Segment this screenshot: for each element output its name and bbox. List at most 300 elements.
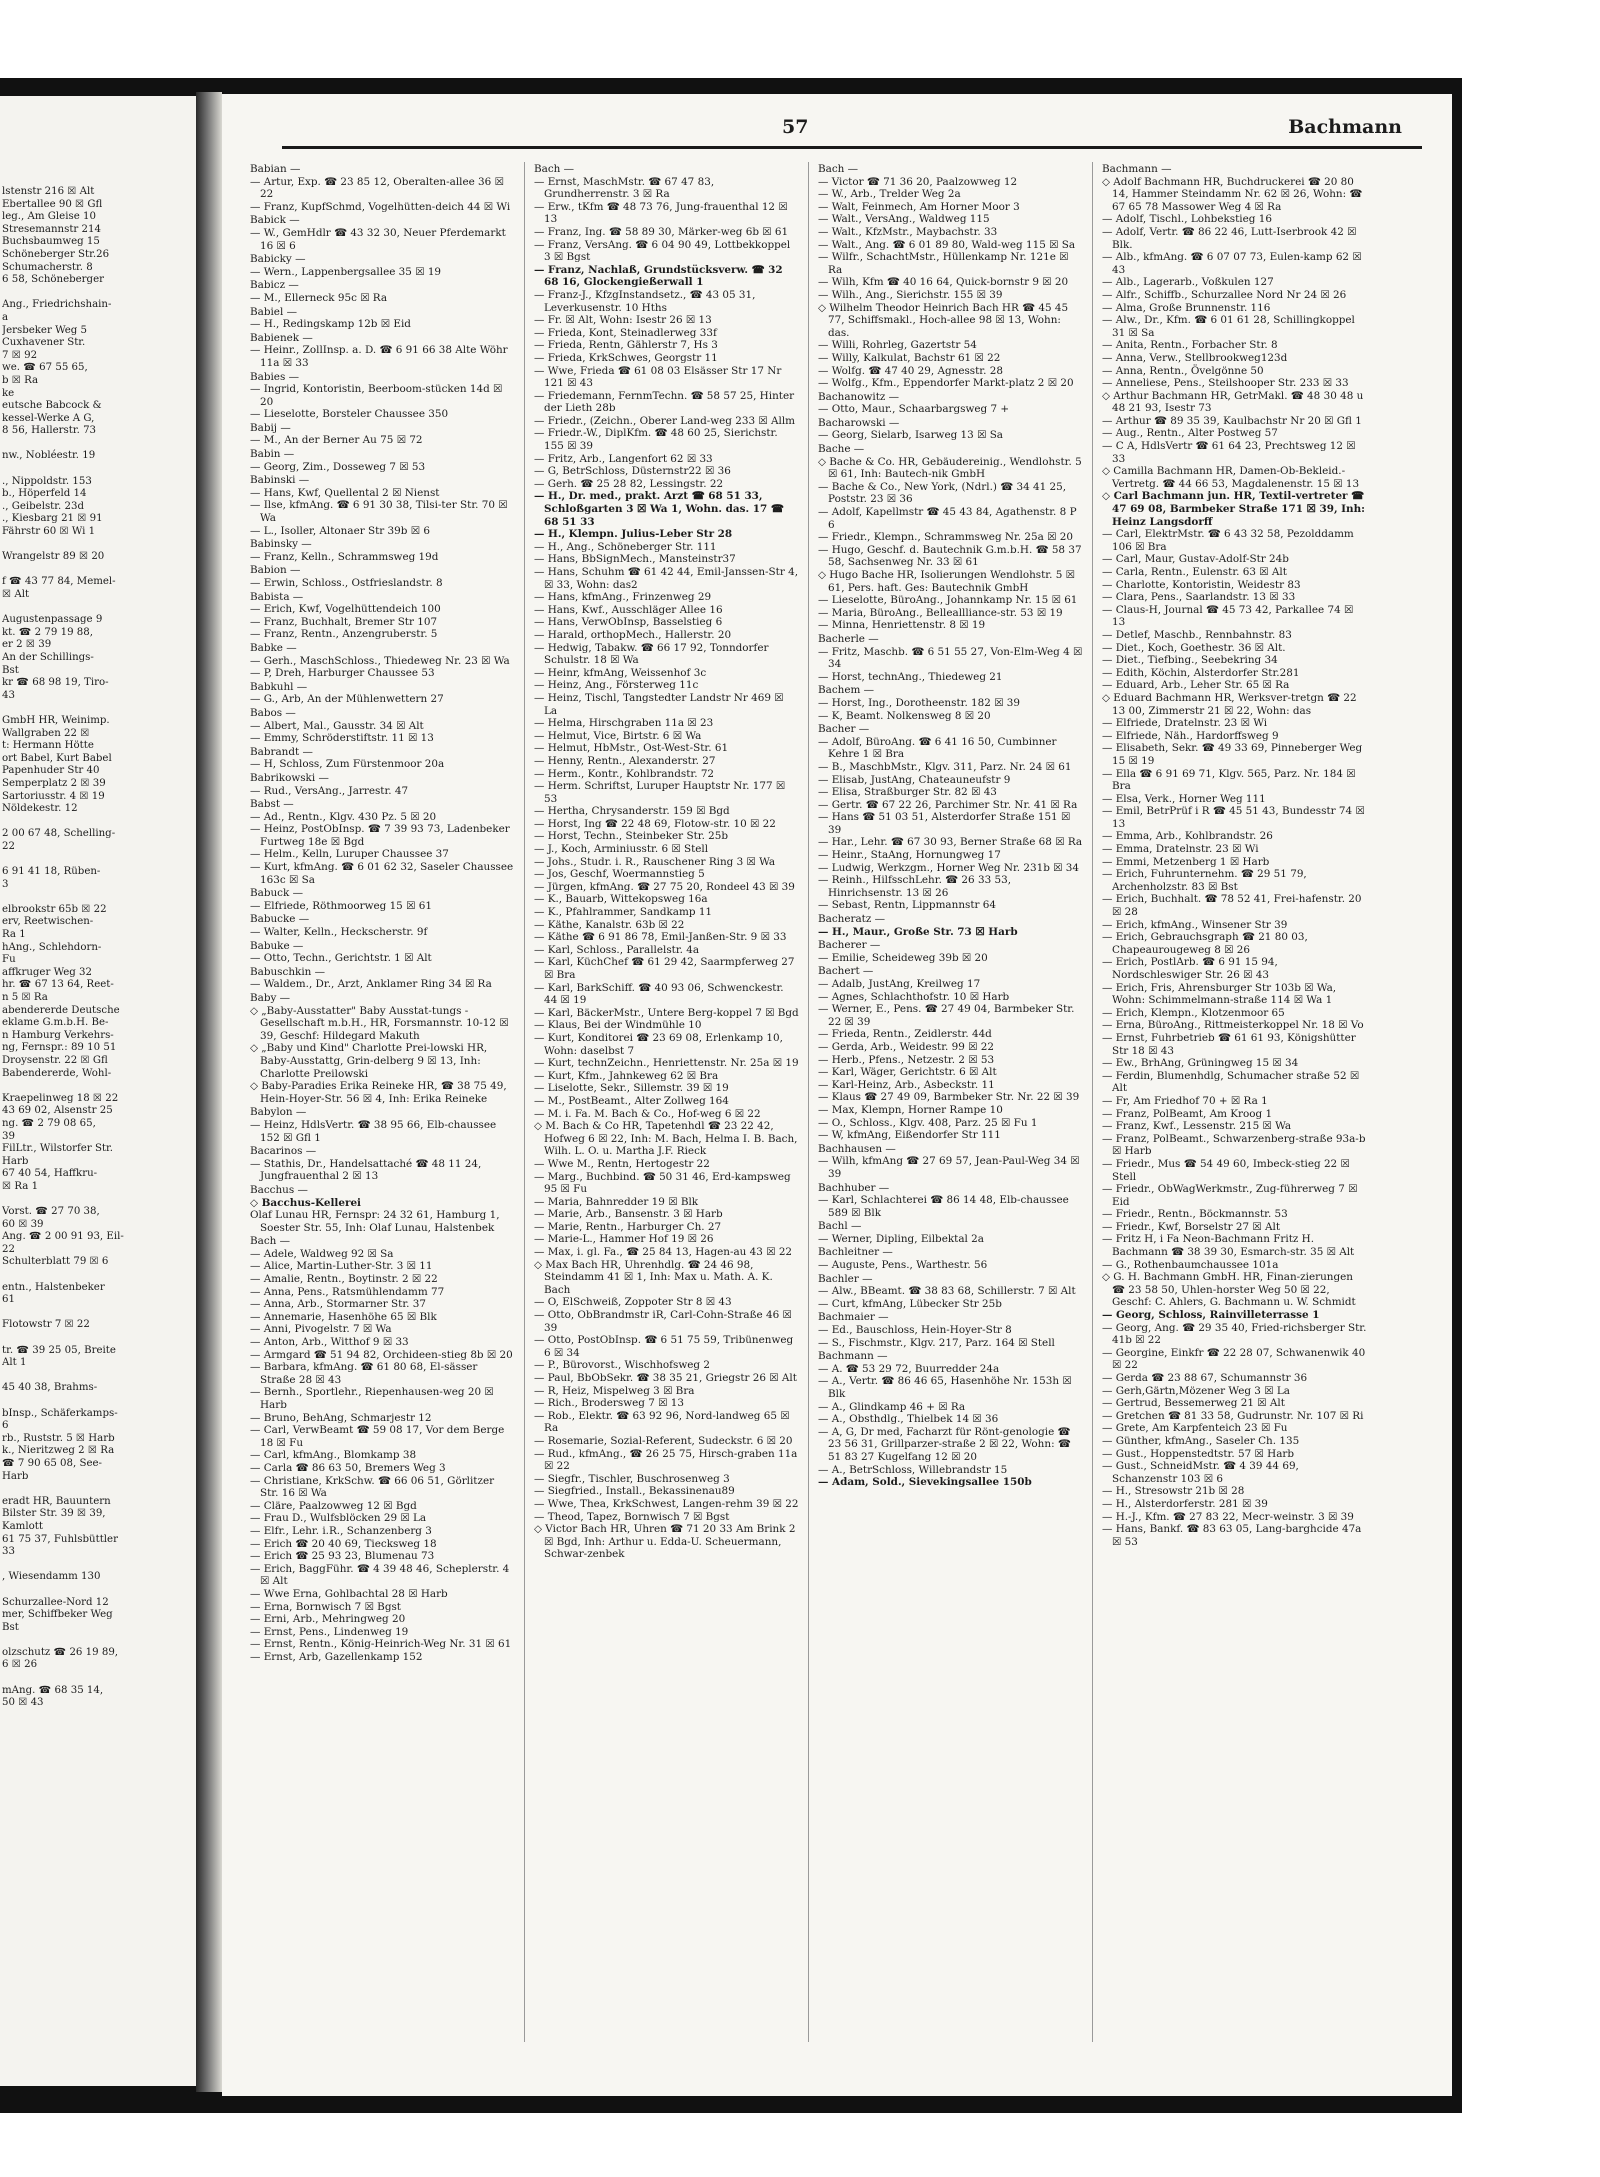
surname-heading: Babicz — bbox=[250, 279, 299, 292]
directory-entry: — Horst, technAng., Thiedeweg 21 bbox=[818, 670, 1003, 683]
surname-heading: Babinski — bbox=[250, 474, 310, 487]
directory-entry: — Otto, Maur., Schaarbargsweg 7 + bbox=[818, 403, 1010, 416]
directory-entry: — H., Klempn. Julius-Leber Str 28 bbox=[534, 528, 733, 541]
directory-entry: — Emmy, Schröderstiftstr. 11 ☒ 13 bbox=[250, 732, 434, 745]
left-fragment-line bbox=[2, 1483, 192, 1496]
left-fragment-line: 3 bbox=[2, 878, 9, 890]
directory-entry: — Ernst, Rentn., König-Heinrich-Weg Nr. 31 ☒ 61 bbox=[250, 1638, 512, 1651]
surname-heading: Bachhuber — bbox=[818, 1181, 890, 1194]
directory-entry: — Harald, orthopMech., Hallerstr. 20 bbox=[534, 628, 732, 641]
directory-entry: — Auguste, Pens., Warthestr. 56 bbox=[818, 1259, 988, 1272]
directory-entry: — Otto, PostObInsp. ☎ 6 51 75 59, Tribünenweg 6 ☒ 34 bbox=[534, 1334, 794, 1359]
directory-entry: — Erich, Buchhalt. ☎ 78 52 41, Frei-hafenstr. 20 ☒ 28 bbox=[1102, 893, 1362, 919]
directory-entry: — Erich, PostlArb. ☎ 6 91 15 94, Nordschleswiger Str. 26 ☒ 43 bbox=[1102, 956, 1278, 981]
directory-entry: — Marie-L., Hammer Hof 19 ☒ 26 bbox=[534, 1233, 714, 1246]
left-fragment-line bbox=[2, 816, 192, 829]
left-fragment-line: Cuxhavener Str. bbox=[2, 337, 86, 349]
left-fragment-line: hAng., Schlehdorn- bbox=[2, 941, 102, 953]
directory-entry: — H., Redingskamp 12b ☒ Eid bbox=[250, 318, 411, 331]
directory-entry: — A., Glindkamp 46 + ☒ Ra bbox=[818, 1400, 966, 1413]
left-fragment-line: Bst bbox=[2, 664, 19, 676]
directory-entry: — O., Schloss., Klgv. 408, Parz. 25 ☒ Fu 1 bbox=[818, 1116, 1038, 1129]
left-fragment-line: 39 bbox=[2, 1130, 15, 1142]
left-fragment-line: ☎ 7 90 65 08, See- bbox=[2, 1457, 102, 1469]
directory-entry: — Erw., tKfm ☎ 48 73 76, Jung-frauenthal 12 ☒ 13 bbox=[534, 200, 788, 226]
left-fragment-line: 6 ☒ 26 bbox=[2, 1659, 38, 1671]
directory-entry: — Fr, Am Friedhof 70 + ☒ Ra 1 bbox=[1102, 1094, 1268, 1107]
left-fragment-line: Ebertallee 90 ☒ Gfl bbox=[2, 198, 103, 210]
directory-entry: — Friedemann, FernmTechn. ☎ 58 57 25, Hinter der Lieth 28b bbox=[534, 389, 795, 415]
directory-entry: — W., GemHdlr ☎ 43 32 30, Neuer Pferdemarkt 16 ☒ 6 bbox=[250, 226, 506, 252]
surname-heading: Babinsky — bbox=[250, 538, 312, 551]
directory-column-4 bbox=[1102, 162, 1367, 2062]
directory-entry: — Karl, BarkSchiff. ☎ 40 93 06, Schwenckestr. 44 ☒ 19 bbox=[534, 981, 784, 1007]
directory-entry: — Erich, Gebrauchsgraph ☎ 21 80 03, Chapeaurougeweg 8 ☒ 26 bbox=[1102, 931, 1308, 956]
left-fragment-line: elbrookstr 65b ☒ 22 bbox=[2, 903, 107, 915]
directory-entry: — S., Fischmstr., Klgv. 217, Parz. 164 ☒ Stell bbox=[818, 1336, 1055, 1349]
surname-heading: Babylon — bbox=[250, 1106, 307, 1119]
directory-entry: — Siegfr., Tischler, Buschrosenweg 3 bbox=[534, 1472, 730, 1485]
directory-entry: — Henny, Rentn., Alexanderstr. 27 bbox=[534, 754, 716, 767]
directory-entry: — Georg, Ang. ☎ 29 35 40, Fried-richsberger Str. 41b ☒ 22 bbox=[1102, 1321, 1367, 1347]
directory-entry: — Anna, Pens., Ratsmühlendamm 77 bbox=[250, 1285, 445, 1298]
directory-entry: — Elfriede, Näh., Hardorffsweg 9 bbox=[1102, 729, 1279, 742]
directory-entry: — Adolf, Tischl., Lohbekstieg 16 bbox=[1102, 213, 1272, 226]
directory-entry: — Clara, Pens., Saarlandstr. 13 ☒ 33 bbox=[1102, 591, 1296, 604]
surname-heading: Babuschkin — bbox=[250, 965, 326, 978]
directory-entry: — K., Pfahlrammer, Sandkamp 11 bbox=[534, 906, 713, 919]
surname-heading: Babkuhl — bbox=[250, 680, 308, 693]
left-fragment-line: 6 91 41 18, Rüben- bbox=[2, 866, 101, 878]
firm-entry: ◇ Camilla Bachmann HR, Damen-Ob-Bekleid.-Vertretg. ☎ 44 66 53, Magdalenenstr. 15 ☒ 13 bbox=[1102, 465, 1360, 490]
directory-entry: — Günther, kfmAng., Saseler Ch. 135 bbox=[1102, 1434, 1300, 1447]
directory-entry: — Reinh., HilfsschLehr. ☎ 26 33 53, Hinrichsenstr. 13 ☒ 26 bbox=[818, 874, 1012, 899]
left-fragment-line: 2 00 67 48, Schelling- bbox=[2, 828, 116, 840]
left-fragment-line: Semperplatz 2 ☒ 39 bbox=[2, 777, 106, 789]
directory-entry: — Heinz, Tischl, Tangstedter Landstr Nr 469 ☒ La bbox=[534, 691, 784, 717]
surname-heading: Bach — bbox=[818, 163, 859, 175]
left-fragment-line: lstenstr 216 ☒ Alt bbox=[2, 186, 95, 197]
surname-heading: Bache — bbox=[818, 443, 865, 456]
directory-entry: — Adam, Sold., Sievekingsallee 150b bbox=[818, 1476, 1032, 1489]
directory-entry: — Marie, Rentn., Harburger Ch. 27 bbox=[534, 1220, 722, 1233]
directory-entry: — Hans, Schuhm ☎ 61 42 44, Emil-Janssen-Str 4, ☒ 33, Wohn: das2 bbox=[534, 566, 799, 591]
directory-entry: — Erna, BüroAng., Rittmeisterkoppel Nr. 18 ☒ Vo bbox=[1102, 1019, 1364, 1032]
directory-entry: — Franz-J., KfzgInstandsetz., ☎ 43 05 31, Leverkusenstr. 10 Hths bbox=[534, 288, 756, 314]
directory-entry: — Hertha, Chrysanderstr. 159 ☒ Bgd bbox=[534, 805, 730, 818]
directory-entry: — Maria, Bahnredder 19 ☒ Blk bbox=[534, 1195, 699, 1208]
left-fragment-line: An der Schillings- bbox=[2, 651, 94, 663]
directory-entry: — Fritz, Arb., Langenfort 62 ☒ 33 bbox=[534, 452, 713, 465]
left-fragment-line: eklame G.m.b.H. Be- bbox=[2, 1017, 109, 1029]
directory-entry: — Walter, Kelln., Heckscherstr. 9f bbox=[250, 926, 428, 939]
left-fragment-line: Papenhuder Str 40 bbox=[2, 765, 100, 777]
directory-entry: — Franz, PolBeamt, Am Kroog 1 bbox=[1102, 1107, 1273, 1120]
directory-entry: — Alw., BBeamt. ☎ 38 83 68, Schillerstr. 7 ☒ Alt bbox=[818, 1285, 1076, 1298]
surname-heading: Babuke — bbox=[250, 939, 304, 952]
firm-entry: ◇ Eduard Bachmann HR, Werksver-tretgn ☎ 22 13 00, Zimmerstr 21 ☒ 22, Wohn: das bbox=[1102, 691, 1357, 717]
directory-entry: — Marie, Arb., Bansenstr. 3 ☒ Harb bbox=[534, 1208, 723, 1221]
left-fragment-line: Flotowstr 7 ☒ 22 bbox=[2, 1319, 90, 1331]
firm-entry: ◇ Adolf Bachmann HR, Buchdruckerei ☎ 20 80 14, Hammer Steindamm Nr. 62 ☒ 26, Wohn: ☎ 67 65 78 Massower Weg 4 ☒ Ra bbox=[1102, 175, 1363, 213]
left-fragment-line: Sartoriusstr. 4 ☒ 19 bbox=[2, 790, 105, 802]
left-fragment-line: Babendererde, Wohl- bbox=[2, 1067, 112, 1079]
surname-heading: Babin — bbox=[250, 448, 295, 461]
directory-entry: — Alw., Dr., Kfm. ☎ 6 01 61 28, Schillingkoppel 31 ☒ Sa bbox=[1102, 314, 1355, 339]
directory-entry: — Anton, Arb., Witthof 9 ☒ 33 bbox=[250, 1336, 409, 1349]
firm-entry: ◇ Bache & Co. HR, Gebäudereinig., Wendlohstr. 5 ☒ 61, Inh: Bautech-nik GmbH bbox=[818, 455, 1082, 481]
firm-entry: ◇ G. H. Bachmann GmbH. HR, Finan-zierungen ☎ 23 58 50, Uhlen-horster Weg 50 ☒ 22, Geschf: C. Ahlers, G. Bachmann u. W. Schmidt bbox=[1102, 1271, 1356, 1309]
directory-entry: — Johs., Studr. i. R., Rauschener Ring 3 ☒ Wa bbox=[534, 855, 776, 868]
directory-entry: — Carl, Maur, Gustav-Adolf-Str 24b bbox=[1102, 553, 1289, 566]
directory-entry: — Käthe ☎ 6 91 86 78, Emil-Janßen-Str. 9 ☒ 33 bbox=[534, 931, 787, 944]
directory-entry: — Herm. Schriftst, Luruper Hauptstr Nr. 177 ☒ 53 bbox=[534, 780, 786, 805]
left-fragment-line: ☒ Ra 1 bbox=[2, 1180, 39, 1192]
left-fragment-line: f ☎ 43 77 84, Memel- bbox=[2, 576, 116, 588]
directory-entry: — Gerda ☎ 23 88 67, Schumannstr 36 bbox=[1102, 1372, 1308, 1384]
surname-heading: Bacheratz — bbox=[818, 913, 885, 926]
left-fragment-line: 67 40 54, Haffkru- bbox=[2, 1168, 98, 1180]
left-page-column bbox=[2, 186, 192, 2076]
left-fragment-line: Nöldekestr. 12 bbox=[2, 803, 78, 815]
directory-entry: — Agnes, Schlachthofstr. 10 ☒ Harb bbox=[818, 990, 1010, 1003]
surname-heading: Babrandt — bbox=[250, 745, 313, 758]
left-fragment-line: b ☒ Ra bbox=[2, 374, 39, 386]
left-fragment-line: Stresemannstr 214 bbox=[2, 223, 101, 235]
directory-entry: — Heinz, PostObInsp. ☎ 7 39 93 73, Ladenbeker Furtweg 18e ☒ Bgd bbox=[250, 823, 510, 848]
left-fragment-line bbox=[2, 853, 192, 866]
directory-entry: — Alb., kfmAng. ☎ 6 07 07 73, Eulen-kamp 62 ☒ 43 bbox=[1102, 251, 1362, 276]
directory-entry: — Wilh, kfmAng ☎ 27 69 57, Jean-Paul-Weg 34 ☒ 39 bbox=[818, 1155, 1080, 1180]
directory-entry: — H., Dr. med., prakt. Arzt ☎ 68 51 33, Schloßgarten 3 ☒ Wa 1, Wohn. das. 17 ☎ 68 51 33 bbox=[534, 490, 784, 528]
left-fragment-line: ng, Fernspr.: 89 10 51 bbox=[2, 1042, 117, 1054]
directory-entry: — Max, i. gl. Fa., ☎ 25 84 13, Hagen-au 43 ☒ 22 bbox=[534, 1246, 793, 1259]
directory-entry: — Elisabeth, Sekr. ☎ 49 33 69, Pinneberger Weg 15 ☒ 19 bbox=[1102, 742, 1363, 767]
left-fragment-line bbox=[2, 1634, 192, 1647]
directory-entry: — Wwe, Thea, KrkSchwest, Langen-rehm 39 ☒ 22 bbox=[534, 1497, 799, 1510]
directory-entry: — Alice, Martin-Luther-Str. 3 ☒ 11 bbox=[250, 1260, 433, 1273]
directory-entry: — Erich, kfmAng., Winsener Str 39 bbox=[1102, 918, 1288, 931]
left-fragment-line bbox=[2, 602, 192, 615]
left-fragment-line bbox=[2, 1584, 192, 1597]
directory-entry: — Bernh., Sportlehr., Riepenhausen-weg 20 ☒ Harb bbox=[250, 1386, 494, 1411]
surname-heading: Bacharowski — bbox=[818, 416, 900, 429]
directory-entry: — Gertrud, Bessemerweg 21 ☒ Alt bbox=[1102, 1397, 1285, 1410]
left-fragment-line: 60 ☒ 39 bbox=[2, 1218, 44, 1230]
directory-entry: — Ernst, MaschMstr. ☎ 67 47 83, Grundherrenstr. 3 ☒ Ra bbox=[534, 175, 715, 201]
directory-entry: — Helm., Kelln, Luruper Chaussee 37 bbox=[250, 848, 449, 861]
directory-entry: — H., Maur., Große Str. 73 ☒ Harb bbox=[818, 925, 1018, 938]
directory-entry: — Werner, E., Pens. ☎ 27 49 04, Barmbeker Str. 22 ☒ 39 bbox=[818, 1003, 1075, 1028]
left-fragment-line: ., Nippoldstr. 153 bbox=[2, 475, 92, 487]
directory-entry: — Heinr, kfmAng, Weissenhof 3c bbox=[534, 666, 707, 679]
left-fragment-line: Harb bbox=[2, 1470, 29, 1482]
left-fragment-line: eradt HR, Bauuntern bbox=[2, 1495, 111, 1507]
directory-entry: — Friedr., Mus ☎ 54 49 60, Imbeck-stieg 22 ☒ Stell bbox=[1102, 1157, 1350, 1183]
left-fragment-line bbox=[2, 1307, 192, 1320]
directory-entry: — B., MaschbMstr., Klgv. 311, Parz. Nr. 24 ☒ 61 bbox=[818, 760, 1072, 773]
surname-heading: Bacherle — bbox=[818, 632, 879, 645]
directory-entry: — Gust., Hoppenstedtstr. 57 ☒ Harb bbox=[1102, 1447, 1295, 1460]
directory-entry: — Emmi, Metzenberg 1 ☒ Harb bbox=[1102, 855, 1270, 868]
left-fragment-line: Fährstr 60 ☒ Wi 1 bbox=[2, 526, 96, 538]
directory-entry: — Wolfg. ☎ 47 40 29, Agnesstr. 28 bbox=[818, 364, 1003, 377]
directory-entry: — H., Alsterdorferstr. 281 ☒ 39 bbox=[1102, 1497, 1268, 1510]
directory-entry: — Gerda, Arb., Weidestr. 99 ☒ 22 bbox=[818, 1040, 994, 1053]
directory-entry: — G, BetrSchloss, Düsternstr22 ☒ 36 bbox=[534, 465, 731, 478]
firm-entry: ◇ Victor Bach HR, Uhren ☎ 71 20 33 Am Brink 2 ☒ Bgd, Inh: Arthur u. Edda-U. Scheuermann, Schwar-zenbek bbox=[534, 1523, 796, 1561]
directory-entry: — Lieselotte, BüroAng., Johannkamp Nr. 15 ☒ 61 bbox=[818, 594, 1078, 607]
directory-entry: — Franz, PolBeamt., Schwarzenberg-straße 93a-b ☒ Harb bbox=[1102, 1132, 1366, 1158]
surname-heading: Bachhausen — bbox=[818, 1142, 896, 1155]
left-fragment-line: kessel-Werke A G, bbox=[2, 412, 95, 424]
directory-entry: — Adalb, JustAng, Kreilweg 17 bbox=[818, 978, 981, 990]
directory-entry: — Herb., Pfens., Netzestr. 2 ☒ 53 bbox=[818, 1053, 995, 1066]
left-fragment-line: Ra 1 bbox=[2, 929, 26, 941]
surname-heading: Babuck — bbox=[250, 887, 303, 900]
directory-entry: — Alfr., Schiffb., Schurzallee Nord Nr 24 ☒ 26 bbox=[1102, 288, 1347, 301]
firm-entry: ◇ Hugo Bache HR, Isolierungen Wendlohstr. 5 ☒ 61, Pers. haft. Ges: Bautechnik GmbH bbox=[818, 569, 1075, 594]
directory-entry: — Liselotte, Sekr., Sillemstr. 39 ☒ 19 bbox=[534, 1082, 729, 1095]
directory-entry: — Emilie, Scheideweg 39b ☒ 20 bbox=[818, 951, 988, 964]
directory-entry: — Gust., SchneidMstr. ☎ 4 39 44 69, Schanzenstr 103 ☒ 6 bbox=[1102, 1460, 1299, 1485]
firm-entry: ◇ „Baby-Ausstatter" Baby Ausstat-tungs - Gesellschaft m.b.H., HR, Forsmannstr. 10-12 ☒ 39, Geschf: Hildegard Makuth bbox=[250, 1004, 509, 1042]
directory-entry: — Fritz H, i Fa Neon-Bachmann Fritz H. Bachmann ☎ 38 39 30, Esmarch-str. 35 ☒ Alt bbox=[1102, 1233, 1355, 1259]
directory-entry: — Maria, BüroAng., Belleallliance-str. 53 ☒ 19 bbox=[818, 606, 1063, 619]
surname-heading: Babij — bbox=[250, 421, 291, 434]
surname-heading: Babista — bbox=[250, 590, 304, 603]
directory-entry: — Klaus ☎ 27 49 09, Barmbeker Str. Nr. 22 ☒ 39 bbox=[818, 1091, 1080, 1104]
left-fragment-line: ., Kiesbarg 21 ☒ 91 bbox=[2, 513, 103, 525]
left-fragment-line bbox=[2, 1269, 192, 1282]
surname-heading: Bach — bbox=[534, 163, 575, 175]
left-fragment-line bbox=[2, 1332, 192, 1345]
directory-entry: — Friedr., (Zeichn., Oberer Land-weg 233 ☒ Allm bbox=[534, 414, 795, 427]
directory-entry: — Kurt, Konditorei ☎ 23 69 08, Erlenkamp 10, Wohn: daselbst 7 bbox=[534, 1031, 783, 1057]
directory-entry: — A, G, Dr med, Facharzt für Rönt-genologie ☎ 23 56 31, Grillparzer-straße 2 ☒ 22, Wohn: ☎ 51 83 27 Kugelfang 12 ☒ 20 bbox=[818, 1425, 1071, 1463]
directory-entry: — Cläre, Paalzowweg 12 ☒ Bgd bbox=[250, 1499, 417, 1512]
directory-entry: — Franz, KupfSchmd, Vogelhütten-deich 44 ☒ Wi bbox=[250, 200, 511, 213]
column-divider bbox=[1092, 162, 1093, 2042]
left-fragment-line: kr ☎ 68 98 19, Tiro- bbox=[2, 677, 109, 689]
directory-entry: — H, Schloss, Zum Fürstenmoor 20a bbox=[250, 758, 445, 771]
directory-entry: — Adele, Waldweg 92 ☒ Sa bbox=[250, 1247, 394, 1260]
directory-entry: — C A, HdlsVertr ☎ 61 64 23, Prechtsweg 12 ☒ 33 bbox=[1102, 440, 1356, 465]
left-fragment-line bbox=[2, 702, 192, 715]
directory-entry: — Hugo, Geschf. d. Bautechnik G.m.b.H. ☎ 58 37 58, Sachsenweg Nr. 33 ☒ 61 bbox=[818, 543, 1082, 569]
left-fragment-line: ort Babel, Kurt Babel bbox=[2, 752, 112, 764]
left-fragment-line: entn., Halstenbeker bbox=[2, 1281, 105, 1293]
surname-heading: Bachler — bbox=[818, 1272, 873, 1285]
left-fragment-line bbox=[2, 1370, 192, 1383]
left-fragment-line: Alt 1 bbox=[2, 1357, 27, 1369]
directory-entry: — Erich, Klempn., Klotzenmoor 65 bbox=[1102, 1006, 1285, 1019]
directory-entry: — Frieda, Rentn., Zeidlerstr. 44d bbox=[818, 1028, 992, 1041]
firm-entry: ◇ „Baby und Kind" Charlotte Prei-lowski HR, Baby-Ausstattg, Grin-delberg 9 ☒ 13, Inh: Charlotte Preilowski bbox=[250, 1042, 488, 1080]
directory-entry: — Helmut, HbMstr., Ost-West-Str. 61 bbox=[534, 742, 729, 755]
column-divider bbox=[808, 162, 809, 2042]
left-fragment-line: 45 40 38, Brahms- bbox=[2, 1382, 98, 1394]
directory-entry: — Ferdin, Blumenhdlg, Schumacher straße 52 ☒ Alt bbox=[1102, 1069, 1360, 1095]
directory-entry: — Frieda, Kont, Steinadlerweg 33f bbox=[534, 326, 717, 339]
directory-entry: — Rud., VersAng., Jarrestr. 47 bbox=[250, 784, 409, 797]
left-fragment-line: Ang. ☎ 2 00 91 93, Eil- bbox=[2, 1231, 124, 1243]
left-fragment-line: leg., Am Gleise 10 bbox=[2, 211, 96, 223]
directory-entry: — Ludwig, Werkzgm., Horner Weg Nr. 231b ☒ 34 bbox=[818, 861, 1080, 874]
directory-entry: — Rob., Elektr. ☎ 63 92 96, Nord-landweg 65 ☒ Ra bbox=[534, 1409, 790, 1435]
left-fragment-line: t: Hermann Hötte bbox=[2, 740, 94, 752]
directory-entry: — Hedwig, Tabakw. ☎ 66 17 92, Tonndorfer Schulstr. 18 ☒ Wa bbox=[534, 641, 769, 667]
left-fragment-line: 50 ☒ 43 bbox=[2, 1697, 44, 1709]
left-fragment-line: mAng. ☎ 68 35 14, bbox=[2, 1684, 104, 1696]
left-fragment-line: Bst bbox=[2, 1621, 19, 1633]
directory-entry: — R, Heiz, Mispelweg 3 ☒ Bra bbox=[534, 1384, 695, 1397]
directory-entry: — Ella ☎ 6 91 69 71, Klgv. 565, Parz. Nr. 184 ☒ Bra bbox=[1102, 767, 1356, 793]
header-rule bbox=[282, 146, 1422, 149]
directory-entry: — Ilse, kfmAng. ☎ 6 91 30 38, Tilsi-ter Str. 70 ☒ Wa bbox=[250, 499, 508, 525]
directory-entry: — J., Koch, Arminiusstr. 6 ☒ Stell bbox=[534, 843, 709, 856]
directory-entry: — Wwe Erna, Gohlbachtal 28 ☒ Harb bbox=[250, 1587, 448, 1600]
directory-entry: — H., Stresowstr 21b ☒ 28 bbox=[1102, 1485, 1245, 1498]
directory-entry: — Jürgen, kfmAng. ☎ 27 75 20, Rondeel 43 ☒ 39 bbox=[534, 880, 795, 893]
left-fragment-line: Droysenstr. 22 ☒ Gfl bbox=[2, 1054, 108, 1066]
directory-entry: — Elsa, Verk., Horner Weg 111 bbox=[1102, 792, 1266, 805]
directory-entry: — Armgard ☎ 51 94 82, Orchideen-stieg 8b ☒ 20 bbox=[250, 1348, 513, 1361]
left-fragment-line bbox=[2, 1080, 192, 1093]
directory-entry: — G., Arb, An der Mühlenwettern 27 bbox=[250, 693, 444, 706]
firm-entry: ◇ Wilhelm Theodor Heinrich Bach HR ☎ 45 45 77, Schiffsmakl., Hoch-allee 98 ☒ 13, Wohn: das. bbox=[818, 301, 1069, 339]
left-fragment-line: ng. ☎ 2 79 08 65, bbox=[2, 1117, 96, 1129]
directory-entry: — Friedr., Rentn., Böckmannstr. 53 bbox=[1102, 1208, 1288, 1221]
surname-heading: Bacarinos — bbox=[250, 1145, 317, 1158]
left-fragment-line: we. ☎ 67 55 65, bbox=[2, 362, 88, 374]
directory-entry: — Frau D., Wulfsblöcken 29 ☒ La bbox=[250, 1512, 427, 1525]
directory-entry: — Bache & Co., New York, (Ndrl.) ☎ 34 41 25, Poststr. 23 ☒ 36 bbox=[818, 480, 1067, 506]
directory-entry: — Franz, Buchhalt, Bremer Str 107 bbox=[250, 615, 438, 628]
left-fragment-line: GmbH HR, Weinimp. bbox=[2, 714, 110, 726]
directory-entry: — H., Ang., Schöneberger Str. 111 bbox=[534, 540, 717, 553]
left-fragment-line: n 5 ☒ Ra bbox=[2, 992, 48, 1003]
directory-entry: — Friedr., Kwf, Borselstr 27 ☒ Alt bbox=[1102, 1220, 1281, 1233]
firm-entry: ◇ Max Bach HR, Uhrenhdlg. ☎ 24 46 98, Steindamm 41 ☒ 1, Inh: Max u. Math. A. K. Bach bbox=[534, 1258, 773, 1296]
directory-entry: — A., Vertr. ☎ 86 46 65, Hasenhöhe Nr. 153h ☒ Blk bbox=[818, 1375, 1072, 1400]
directory-entry: — Friedr., ObWagWerkmstr., Zug-führerweg 7 ☒ Eid bbox=[1102, 1183, 1358, 1208]
directory-entry: — M., An der Berner Au 75 ☒ 72 bbox=[250, 434, 423, 447]
directory-entry: — Adolf, BüroAng. ☎ 6 41 16 50, Cumbinner Kehre 1 ☒ Bra bbox=[818, 735, 1057, 761]
directory-entry: — Claus-H, Journal ☎ 45 73 42, Parkallee 74 ☒ 13 bbox=[1102, 603, 1354, 629]
directory-entry: — Christiane, KrkSchw. ☎ 66 06 51, Görlitzer Str. 16 ☒ Wa bbox=[250, 1474, 495, 1500]
directory-entry: — Karl, KüchChef ☎ 61 29 42, Saarmpferweg 27 ☒ Bra bbox=[534, 956, 795, 981]
scan-bottom-edge bbox=[0, 2096, 1462, 2113]
directory-entry: — Hans, VerwObInsp, Basselstieg 6 bbox=[534, 616, 723, 629]
surname-heading: Babrikowski — bbox=[250, 771, 329, 784]
left-fragment-line bbox=[2, 1672, 192, 1685]
directory-entry: — Hans, Bankf. ☎ 83 63 05, Lang-barghcide 47a ☒ 53 bbox=[1102, 1523, 1362, 1548]
directory-entry: — Ed., Bauschloss, Hein-Hoyer-Str 8 bbox=[818, 1324, 1012, 1337]
directory-entry: — Georg, Sielarb, Isarweg 13 ☒ Sa bbox=[818, 429, 1004, 442]
directory-entry: — Carl, ElektrMstr. ☎ 6 43 32 58, Pezolddamm 106 ☒ Bra bbox=[1102, 528, 1354, 553]
directory-entry: — L., Isoller, Altonaer Str 39b ☒ 6 bbox=[250, 524, 430, 537]
directory-entry: — Anna, Rentn., Övelgönne 50 bbox=[1102, 364, 1264, 377]
directory-entry: — Bruno, BehAng, Schmarjestr 12 bbox=[250, 1411, 432, 1424]
left-fragment-line: olzschutz ☎ 26 19 89, bbox=[2, 1646, 119, 1658]
left-fragment-line: 61 bbox=[2, 1294, 15, 1306]
directory-entry: — Erni, Arb., Mehringweg 20 bbox=[250, 1613, 406, 1626]
surname-heading: Bachanowitz — bbox=[818, 390, 900, 403]
directory-entry: — Friedr.-W., DiplKfm. ☎ 48 60 25, Sierichstr. 155 ☒ 39 bbox=[534, 427, 778, 453]
surname-heading: Bachem — bbox=[818, 684, 875, 697]
left-fragment-line: kt. ☎ 2 79 19 88, bbox=[2, 626, 93, 638]
directory-entry: — Emma, Arb., Kohlbrandstr. 26 bbox=[1102, 830, 1273, 843]
directory-entry: — Wolfg., Kfm., Eppendorfer Markt-platz 2 ☒ 20 bbox=[818, 377, 1074, 390]
left-fragment-line bbox=[2, 463, 192, 476]
directory-entry: — Karl, BäckerMstr., Untere Berg-koppel 7 ☒ Bgd bbox=[534, 1006, 799, 1019]
directory-entry: — Erich, BaggFühr. ☎ 4 39 48 46, Scheplerstr. 4 ☒ Alt bbox=[250, 1562, 510, 1588]
directory-entry: — M., PostBeamt., Alter Zollweg 164 bbox=[534, 1094, 729, 1107]
directory-entry: — Aug., Rentn., Alter Postweg 57 bbox=[1102, 427, 1278, 440]
directory-entry: — Marg., Buchbind. ☎ 50 31 46, Erd-kampsweg 95 ☒ Fu bbox=[534, 1170, 791, 1196]
directory-entry: — Ad., Rentn., Klgv. 430 Pz. 5 ☒ 20 bbox=[250, 810, 437, 823]
directory-entry: Olaf Lunau HR, Fernspr: 24 32 61, Hamburg 1, Soester Str. 55, Inh: Olaf Lunau, Halstenbek bbox=[250, 1209, 500, 1234]
directory-entry: — Karl, Schlachterei ☎ 86 14 48, Elb-chaussee 589 ☒ Blk bbox=[818, 1194, 1069, 1219]
left-fragment-line: bInsp., Schäferkamps- bbox=[2, 1407, 118, 1419]
directory-entry: — Wilh., Ang., Sierichstr. 155 ☒ 39 bbox=[818, 288, 1003, 301]
left-fragment-line: tr. ☎ 39 25 05, Breite bbox=[2, 1344, 116, 1356]
left-fragment-line: eutsche Babcock & bbox=[2, 400, 102, 412]
left-fragment-line: 22 bbox=[2, 840, 15, 852]
directory-entry: — Wern., Lappenbergsallee 35 ☒ 19 bbox=[250, 265, 442, 278]
directory-entry: — Horst, Techn., Steinbeker Str. 25b bbox=[534, 830, 729, 843]
running-head: Bachmann bbox=[1288, 116, 1402, 138]
directory-entry: — Anneliese, Pens., Steilshooper Str. 233 ☒ 33 bbox=[1102, 377, 1349, 390]
left-fragment-line: b., Höperfeld 14 bbox=[2, 488, 87, 500]
column-divider bbox=[524, 162, 525, 2042]
surname-heading: Babicky — bbox=[250, 253, 306, 266]
directory-entry: — Anna, Verw., Stellbrookweg123d bbox=[1102, 351, 1288, 364]
left-fragment-line bbox=[2, 891, 192, 904]
left-fragment-line: 6 bbox=[2, 1420, 9, 1432]
left-fragment-line: Buchsbaumweg 15 bbox=[2, 236, 100, 248]
surname-heading: Baby — bbox=[250, 992, 291, 1004]
left-fragment-line: Wrangelstr 89 ☒ 20 bbox=[2, 551, 105, 563]
directory-entry: — Franz, Kwf., Lessenstr. 215 ☒ Wa bbox=[1102, 1120, 1292, 1133]
directory-entry: — Artur, Exp. ☎ 23 85 12, Oberalten-allee 36 ☒ 22 bbox=[250, 175, 504, 201]
directory-entry: — Ernst, Pens., Lindenweg 19 bbox=[250, 1625, 409, 1638]
directory-entry: — M., Ellerneck 95c ☒ Ra bbox=[250, 291, 388, 304]
surname-heading: Bacher — bbox=[818, 723, 870, 736]
directory-entry: — Walt, Feinmech, Am Horner Moor 3 bbox=[818, 200, 1020, 213]
directory-entry: — Ernst, Arb, Gazellenkamp 152 bbox=[250, 1650, 423, 1663]
directory-entry: — Elisab, JustAng, Chateauneufstr 9 bbox=[818, 773, 1011, 786]
directory-column-1 bbox=[250, 162, 515, 2062]
directory-entry: — Stathis, Dr., Handelsattaché ☎ 48 11 24, Jungfrauenthal 2 ☒ 13 bbox=[250, 1157, 482, 1183]
left-fragment-line: n Hamburg Verkehrs- bbox=[2, 1029, 114, 1041]
left-fragment-line: Augustenpassage 9 bbox=[2, 614, 103, 626]
directory-entry: — Käthe, Kanalstr. 63b ☒ 22 bbox=[534, 918, 685, 931]
directory-entry: — K., Bauarb, Wittekopsweg 16a bbox=[534, 893, 708, 906]
firm-entry: ◇ Arthur Bachmann HR, GetrMakl. ☎ 48 30 48 u 48 21 93, Isestr 73 bbox=[1102, 389, 1364, 415]
directory-entry: — Franz, Ing. ☎ 58 89 30, Märker-weg 6b ☒ 61 bbox=[534, 225, 789, 238]
left-fragment-line: Vorst. ☎ 27 70 38, bbox=[2, 1206, 100, 1218]
directory-entry: — Alma, Große Brunnenstr. 116 bbox=[1102, 301, 1271, 314]
left-fragment-line: er 2 ☒ 39 bbox=[2, 639, 52, 651]
left-fragment-line: Schöneberger Str.26 bbox=[2, 248, 110, 260]
directory-entry: — Edith, Köchin, Alsterdorfer Str.281 bbox=[1102, 666, 1300, 679]
surname-heading: Bachl — bbox=[818, 1220, 862, 1233]
directory-entry: — Erna, Bornwisch 7 ☒ Bgst bbox=[250, 1600, 401, 1613]
surname-heading: Bacchus — bbox=[250, 1183, 308, 1196]
surname-heading: Babos — bbox=[250, 706, 296, 719]
